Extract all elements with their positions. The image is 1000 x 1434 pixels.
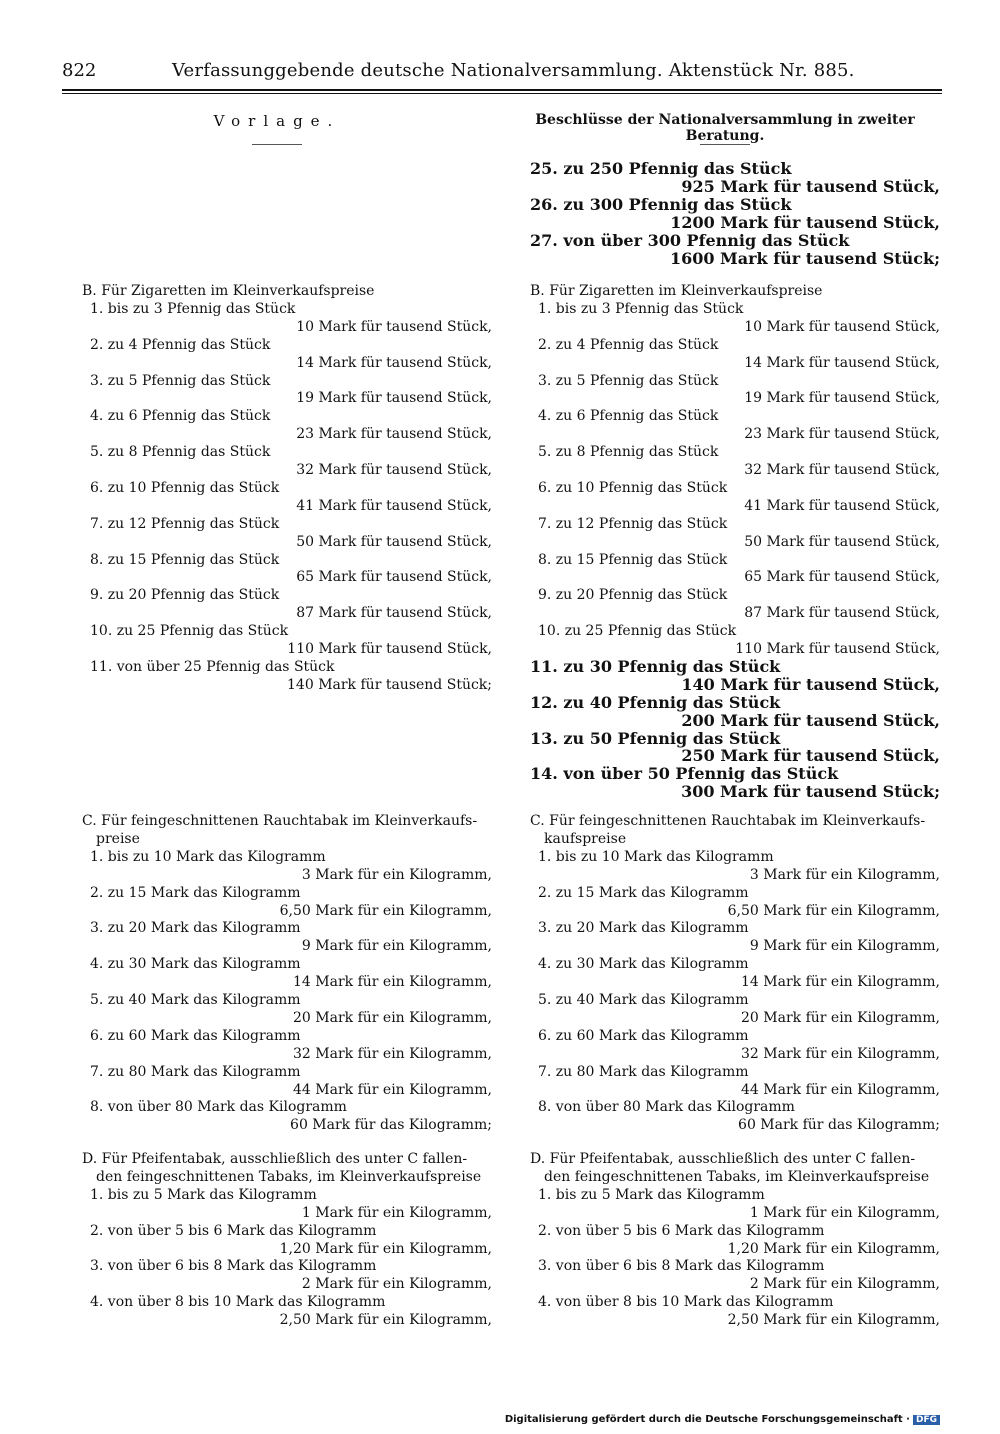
page-number: 822 <box>62 60 97 81</box>
footer-credit <box>505 1414 940 1425</box>
item-line: 1. bis zu 10 Mark das Kilogramm <box>90 848 326 865</box>
footer-text: Digitalisierung gefördert durch die Deutsche Forschungsgemeinschaft · <box>504 1414 910 1425</box>
item-line: 8. von über 80 Mark das Kilogramm <box>538 1099 795 1116</box>
item-amount: 140 Mark für tausend Stück; <box>287 676 492 693</box>
item-line: 3. zu 20 Mark das Kilogramm <box>538 920 749 937</box>
item-line: 1. bis zu 5 Mark das Kilogramm <box>538 1186 765 1203</box>
item-line: 4. zu 30 Mark das Kilogramm <box>538 956 749 973</box>
item-amount: 1200 Mark für tausend Stück, <box>670 212 940 232</box>
item-amount: 87 Mark für tausend Stück, <box>296 605 492 622</box>
item-amount: 1,20 Mark für ein Kilogramm, <box>727 1240 940 1257</box>
right-title-rule <box>700 144 750 145</box>
item-amount: 6,50 Mark für ein Kilogramm, <box>727 902 940 919</box>
item-amount: 32 Mark für ein Kilogramm, <box>741 1045 940 1062</box>
item-line: 2. von über 5 bis 6 Mark das Kilogramm <box>90 1222 377 1239</box>
item-line: 2. zu 4 Pfennig das Stück <box>90 336 271 353</box>
item-amount: 20 Mark für ein Kilogramm, <box>293 1009 492 1026</box>
item-line: 4. zu 6 Pfennig das Stück <box>538 408 719 425</box>
item-line: 13. zu 50 Pfennig das Stück <box>530 728 781 748</box>
item-line: 10. zu 25 Pfennig das Stück <box>90 623 289 640</box>
item-line: 4. zu 30 Mark das Kilogramm <box>90 956 301 973</box>
item-amount: 2,50 Mark für ein Kilogramm, <box>727 1312 940 1329</box>
item-amount: 1600 Mark für tausend Stück; <box>669 248 940 268</box>
section-d-title-left-2: den feingeschnittenen Tabaks, im Kleinverkaufspreise <box>96 1168 482 1185</box>
item-amount: 3 Mark für ein Kilogramm, <box>301 866 492 883</box>
page-header <box>62 58 942 88</box>
item-amount: 19 Mark für tausend Stück, <box>296 390 492 407</box>
item-line: 25. zu 250 Pfennig das Stück <box>530 159 792 178</box>
left-column-title: Vorlage. <box>213 112 341 130</box>
section-b-title-right: B. Für Zigaretten im Kleinverkaufspreise <box>530 283 823 299</box>
item-line: 2. zu 4 Pfennig das Stück <box>538 336 719 353</box>
item-amount: 140 Mark für tausend Stück, <box>681 674 940 694</box>
section-d-title-right: D. Für Pfeifentabak, ausschließlich des unter C fallen- <box>530 1151 916 1167</box>
item-amount: 32 Mark für tausend Stück, <box>296 462 492 478</box>
item-line: 5. zu 8 Pfennig das Stück <box>538 444 719 461</box>
item-amount: 23 Mark für tausend Stück, <box>744 426 940 443</box>
section-d-title-left: D. Für Pfeifentabak, ausschließlich des unter C fallen- <box>82 1151 468 1167</box>
item-amount: 44 Mark für ein Kilogramm, <box>293 1081 492 1098</box>
item-amount: 14 Mark für tausend Stück, <box>744 354 940 371</box>
item-amount: 2 Mark für ein Kilogramm, <box>301 1276 492 1293</box>
item-line: 6. zu 60 Mark das Kilogramm <box>538 1027 749 1044</box>
dfg-logo: DFG <box>913 1415 940 1425</box>
item-line: 6. zu 10 Pfennig das Stück <box>90 479 280 496</box>
running-title: Verfassunggebende deutsche Nationalversammlung. Aktenstück Nr. 885. <box>172 60 855 81</box>
item-line: 2. zu 15 Mark das Kilogramm <box>90 884 301 901</box>
section-d-title-right-2: den feingeschnittenen Tabaks, im Kleinverkaufspreise <box>544 1168 930 1185</box>
item-amount: 32 Mark für tausend Stück, <box>744 462 940 478</box>
item-amount: 1,20 Mark für ein Kilogramm, <box>279 1240 492 1257</box>
item-line: 5. zu 8 Pfennig das Stück <box>90 444 271 461</box>
item-line: 11. von über 25 Pfennig das Stück <box>90 658 335 675</box>
item-line: 27. von über 300 Pfennig das Stück <box>530 230 850 250</box>
item-line: 8. von über 80 Mark das Kilogramm <box>90 1099 347 1116</box>
item-amount: 44 Mark für ein Kilogramm, <box>741 1081 940 1098</box>
item-line: 3. zu 20 Mark das Kilogramm <box>90 920 301 937</box>
section-b-title-left: B. Für Zigaretten im Kleinverkaufspreise <box>82 283 375 299</box>
item-line: 1. bis zu 3 Pfennig das Stück <box>90 300 296 317</box>
item-amount: 200 Mark für tausend Stück, <box>681 710 940 730</box>
item-amount: 110 Mark für tausend Stück, <box>287 641 492 657</box>
section-c-title-left-2: preise <box>96 830 140 847</box>
item-amount: 14 Mark für ein Kilogramm, <box>293 974 492 991</box>
item-amount: 9 Mark für ein Kilogramm, <box>749 938 940 955</box>
item-line: 2. zu 15 Mark das Kilogramm <box>538 884 749 901</box>
item-line: 26. zu 300 Pfennig das Stück <box>530 194 792 214</box>
item-line: 1. bis zu 10 Mark das Kilogramm <box>538 848 774 865</box>
item-line: 6. zu 60 Mark das Kilogramm <box>90 1027 301 1044</box>
item-line: 4. von über 8 bis 10 Mark das Kilogramm <box>90 1294 386 1311</box>
item-amount: 250 Mark für tausend Stück, <box>681 746 940 766</box>
item-amount: 6,50 Mark für ein Kilogramm, <box>279 902 492 919</box>
item-amount: 1 Mark für ein Kilogramm, <box>749 1204 940 1221</box>
item-amount: 50 Mark für tausend Stück, <box>744 533 940 550</box>
section-c-title-right: C. Für feingeschnittenen Rauchtabak im Kleinverkaufs- <box>530 813 926 829</box>
item-line: 8. zu 15 Pfennig das Stück <box>90 551 280 568</box>
item-line: 5. zu 40 Mark das Kilogramm <box>538 992 749 1008</box>
item-line: 14. von über 50 Pfennig das Stück <box>530 764 839 784</box>
item-amount: 19 Mark für tausend Stück, <box>744 390 940 407</box>
item-line: 9. zu 20 Pfennig das Stück <box>90 587 280 604</box>
item-amount: 1 Mark für ein Kilogramm, <box>301 1204 492 1221</box>
item-amount: 10 Mark für tausend Stück, <box>744 318 940 335</box>
item-amount: 60 Mark für das Kilogramm; <box>738 1117 940 1134</box>
item-amount: 20 Mark für ein Kilogramm, <box>741 1009 940 1026</box>
item-amount: 2 Mark für ein Kilogramm, <box>749 1276 940 1293</box>
item-line: 7. zu 80 Mark das Kilogramm <box>538 1063 749 1080</box>
item-line: 4. zu 6 Pfennig das Stück <box>90 408 271 425</box>
item-amount: 65 Mark für tausend Stück, <box>744 569 940 586</box>
item-amount: 41 Mark für tausend Stück, <box>296 497 492 514</box>
item-amount: 14 Mark für ein Kilogramm, <box>741 974 940 991</box>
item-line: 6. zu 10 Pfennig das Stück <box>538 479 728 496</box>
item-amount: 10 Mark für tausend Stück, <box>296 318 492 335</box>
item-line: 1. bis zu 5 Mark das Kilogramm <box>90 1186 317 1203</box>
item-line: 11. zu 30 Pfennig das Stück <box>530 656 781 676</box>
item-amount: 50 Mark für tausend Stück, <box>296 533 492 550</box>
item-amount: 2,50 Mark für ein Kilogramm, <box>279 1312 492 1329</box>
item-line: 10. zu 25 Pfennig das Stück <box>538 623 737 640</box>
item-amount: 9 Mark für ein Kilogramm, <box>301 938 492 955</box>
item-amount: 925 Mark für tausend Stück, <box>681 176 940 196</box>
left-title-rule <box>252 144 302 145</box>
header-rule-thin <box>62 93 942 94</box>
item-amount: 32 Mark für ein Kilogramm, <box>293 1045 492 1062</box>
item-line: 7. zu 80 Mark das Kilogramm <box>90 1063 301 1080</box>
item-line: 3. zu 5 Pfennig das Stück <box>538 372 719 389</box>
item-amount: 60 Mark für das Kilogramm; <box>290 1117 492 1134</box>
item-amount: 23 Mark für tausend Stück, <box>296 426 492 443</box>
item-amount: 110 Mark für tausend Stück, <box>735 641 940 657</box>
section-c-title-right-2: kaufspreise <box>544 830 627 847</box>
item-line: 1. bis zu 3 Pfennig das Stück <box>538 300 744 317</box>
item-line: 3. von über 6 bis 8 Mark das Kilogramm <box>90 1258 377 1275</box>
item-amount: 3 Mark für ein Kilogramm, <box>749 866 940 883</box>
item-line: 8. zu 15 Pfennig das Stück <box>538 551 728 568</box>
item-line: 4. von über 8 bis 10 Mark das Kilogramm <box>538 1294 834 1311</box>
item-line: 9. zu 20 Pfennig das Stück <box>538 587 728 604</box>
item-line: 3. von über 6 bis 8 Mark das Kilogramm <box>538 1258 825 1275</box>
item-amount: 65 Mark für tausend Stück, <box>296 569 492 586</box>
item-amount: 14 Mark für tausend Stück, <box>296 354 492 371</box>
item-amount: 41 Mark für tausend Stück, <box>744 497 940 514</box>
item-line: 2. von über 5 bis 6 Mark das Kilogramm <box>538 1222 825 1239</box>
item-amount: 300 Mark für tausend Stück; <box>681 782 940 802</box>
item-line: 7. zu 12 Pfennig das Stück <box>90 515 280 532</box>
header-rule <box>62 89 942 91</box>
item-line: 12. zu 40 Pfennig das Stück <box>530 692 781 712</box>
item-line: 7. zu 12 Pfennig das Stück <box>538 515 728 532</box>
item-amount: 87 Mark für tausend Stück, <box>744 605 940 622</box>
section-c-title-left: C. Für feingeschnittenen Rauchtabak im Kleinverkaufs- <box>82 813 478 829</box>
right-column-title: Beschlüsse der Nationalversammlung in zweiter Beratung. <box>535 112 915 144</box>
item-line: 3. zu 5 Pfennig das Stück <box>90 372 271 389</box>
item-line: 5. zu 40 Mark das Kilogramm <box>90 992 301 1008</box>
